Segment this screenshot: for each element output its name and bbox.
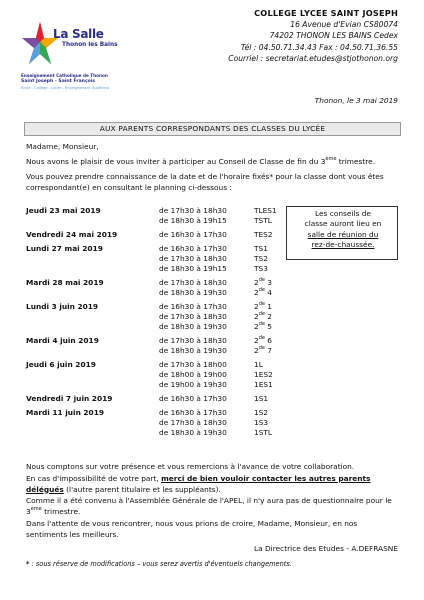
schedule-time: de 18h30 à 19h30	[159, 288, 227, 297]
class-level-sup: de	[258, 277, 265, 283]
absence-paragraph	[26, 474, 398, 495]
school-address-block	[228, 8, 398, 64]
class-level-sup: de	[258, 321, 265, 327]
schedule-time: de 19h00 à 19h30	[159, 380, 227, 389]
schedule-time: de 18h30 à 19h30	[159, 428, 227, 437]
schedule-class: TS1	[254, 244, 268, 253]
schedule-class: 1STL	[254, 428, 273, 437]
class-level: 2	[254, 288, 259, 297]
schedule-class: TS3	[254, 264, 268, 273]
schedule-class: 1ES1	[254, 380, 273, 389]
schedule-time: de 17h30 à 18h30	[159, 336, 227, 345]
class-level-sup: de	[258, 311, 265, 317]
class-number: 2	[264, 312, 273, 321]
schedule-time: de 16h30 à 17h30	[159, 408, 227, 417]
intro-sup: ème	[325, 156, 337, 162]
class-level: 2	[254, 322, 259, 331]
schedule-class: TES2	[254, 230, 273, 239]
schedule-day: Lundi 3 juin 2019	[26, 302, 99, 311]
schedule-day: Mardi 11 juin 2019	[26, 408, 104, 417]
school-logo	[20, 20, 130, 110]
schedule-time: de 18h30 à 19h15	[159, 216, 227, 225]
class-level: 2	[254, 312, 259, 321]
instructions-paragraph: Vous pouvez prendre connaissance de la date et de l'horaire fixés* pour la classe dont vous êtes correspondant(e) en consultant le planning ci-dessous :	[26, 172, 384, 192]
schedule-class: 1S1	[254, 394, 269, 403]
class-level-sup: de	[258, 301, 265, 307]
schedule-day: Mardi 28 mai 2019	[26, 278, 104, 287]
footnote-text: : sous réserve de modifications – vous serez avertis d'éventuels changements.	[29, 560, 292, 568]
class-number: 6	[264, 336, 273, 345]
schedule-class	[254, 288, 272, 298]
schedule-class: 1ES2	[254, 370, 273, 379]
note-line-1: Les conseils de	[315, 209, 371, 218]
letter-date: Thonon, le 3 mai 2019	[314, 96, 398, 105]
class-level-sup: de	[258, 287, 265, 293]
class-number: 5	[264, 322, 273, 331]
school-street: 16 Avenue d'Evian CS80074	[290, 20, 398, 30]
schedule-time: de 17h30 à 18h30	[159, 278, 227, 287]
schedule-time: de 16h30 à 17h30	[159, 244, 227, 253]
schedule-time: de 18h30 à 19h15	[159, 264, 227, 273]
letter-banner: AUX PARENTS CORRESPONDANTS DES CLASSES DU LYCÉE	[24, 122, 401, 136]
footnote-mark: *	[26, 560, 30, 568]
logo-line-1: Enseignement Catholique de Thonon	[21, 73, 108, 78]
class-level-sup: de	[258, 335, 265, 341]
schedule-time: de 17h30 à 18h30	[159, 254, 227, 263]
apel-text-end: trimestre.	[41, 506, 81, 516]
class-number: 3	[264, 278, 273, 287]
schedule-class: 1S3	[254, 418, 269, 427]
class-number: 7	[264, 346, 273, 355]
schedule-class: TS2	[254, 254, 268, 263]
class-number: 1	[264, 302, 273, 311]
logo-subtitle: Thonon les Bains	[62, 42, 118, 48]
schedule-day: Jeudi 6 juin 2019	[26, 360, 96, 369]
apel-sup: ème	[30, 505, 42, 512]
class-level: 2	[254, 346, 259, 355]
schedule-day: Vendredi 7 juin 2019	[26, 394, 113, 403]
location-note-box	[286, 206, 398, 260]
thanks-paragraph: Nous comptons sur votre présence et vous remercions à l'avance de votre collaboration.	[26, 462, 355, 471]
schedule-class	[254, 346, 272, 356]
school-city: 74202 THONON LES BAINS Cedex	[269, 31, 398, 41]
footnote	[26, 560, 292, 568]
school-phone: Tél : 04.50.71.34.43 Fax : 04.50.71.36.55	[240, 42, 398, 52]
schedule-time: de 16h30 à 17h30	[159, 394, 227, 403]
note-line-3: salle de réunion du	[307, 229, 379, 239]
schedule-class: TSTL	[254, 216, 272, 225]
schedule-time: de 18h30 à 19h30	[159, 346, 227, 355]
class-level-sup: de	[258, 345, 265, 351]
signature: La Directrice des Etudes - A.DEFRASNE	[254, 544, 398, 553]
schedule-time: de 17h30 à 18h00	[159, 360, 227, 369]
schedule-class: TLES1	[254, 206, 277, 215]
schedule-time: de 16h30 à 17h30	[159, 230, 227, 239]
schedule-day: Mardi 4 juin 2019	[26, 336, 99, 345]
schedule-time: de 17h30 à 18h30	[159, 312, 227, 321]
school-email[interactable]: Courriel : secretariat.etudes@stjothonon.org	[228, 53, 398, 63]
schedule-time: de 18h30 à 19h30	[159, 322, 227, 331]
closing-paragraph: Dans l'attente de vous rencontrer, nous vous prions de croire, Madame, Monsieur, en nos sentiments les meilleurs.	[26, 519, 358, 539]
schedule-class: 1L	[254, 360, 263, 369]
intro-text-end: trimestre.	[336, 157, 376, 166]
intro-text: Nous avons le plaisir de vous inviter à participer au Conseil de Classe de fin du 3	[26, 157, 326, 166]
schedule-class: 1S2	[254, 408, 269, 417]
absence-emphasis: merci de bien vouloir contacter les autres parents délégués	[26, 474, 371, 494]
class-level: 2	[254, 336, 259, 345]
class-level: 2	[254, 302, 259, 311]
schedule-time: de 18h00 à 19h00	[159, 370, 227, 379]
school-name: COLLEGE LYCEE SAINT JOSEPH	[254, 8, 398, 18]
apel-paragraph	[26, 496, 398, 517]
schedule-day: Jeudi 23 mai 2019	[26, 206, 101, 215]
apel-text: Comme il a été convenu à l'Assemblée Générale de l'APEL, il n'y aura pas de questionnaire pour le 3	[26, 496, 392, 516]
intro-paragraph	[26, 157, 398, 168]
note-line-4: rez-de-chaussée.	[311, 240, 375, 250]
logo-line-3: École - Collège - Lycée - Enseignement Supérieur	[21, 86, 110, 90]
absence-text: En cas d'impossibilité de votre part,	[26, 474, 162, 483]
note-line-2: classe auront lieu en	[304, 219, 382, 229]
logo-line-2: Saint Joseph - Saint François	[21, 79, 96, 84]
schedule-time: de 17h30 à 18h30	[159, 206, 227, 215]
absence-text-end: (l'autre parent titulaire et les suppléants).	[63, 484, 221, 494]
schedule-day: Vendredi 24 mai 2019	[26, 230, 118, 239]
class-number: 4	[264, 288, 273, 297]
schedule-time: de 16h30 à 17h30	[159, 302, 227, 311]
schedule-class	[254, 322, 272, 332]
class-level: 2	[254, 278, 259, 287]
schedule-time: de 17h30 à 18h30	[159, 418, 227, 427]
salutation: Madame, Monsieur,	[26, 142, 99, 151]
logo-title: La Salle	[53, 27, 104, 41]
schedule-day: Lundi 27 mai 2019	[26, 244, 103, 253]
